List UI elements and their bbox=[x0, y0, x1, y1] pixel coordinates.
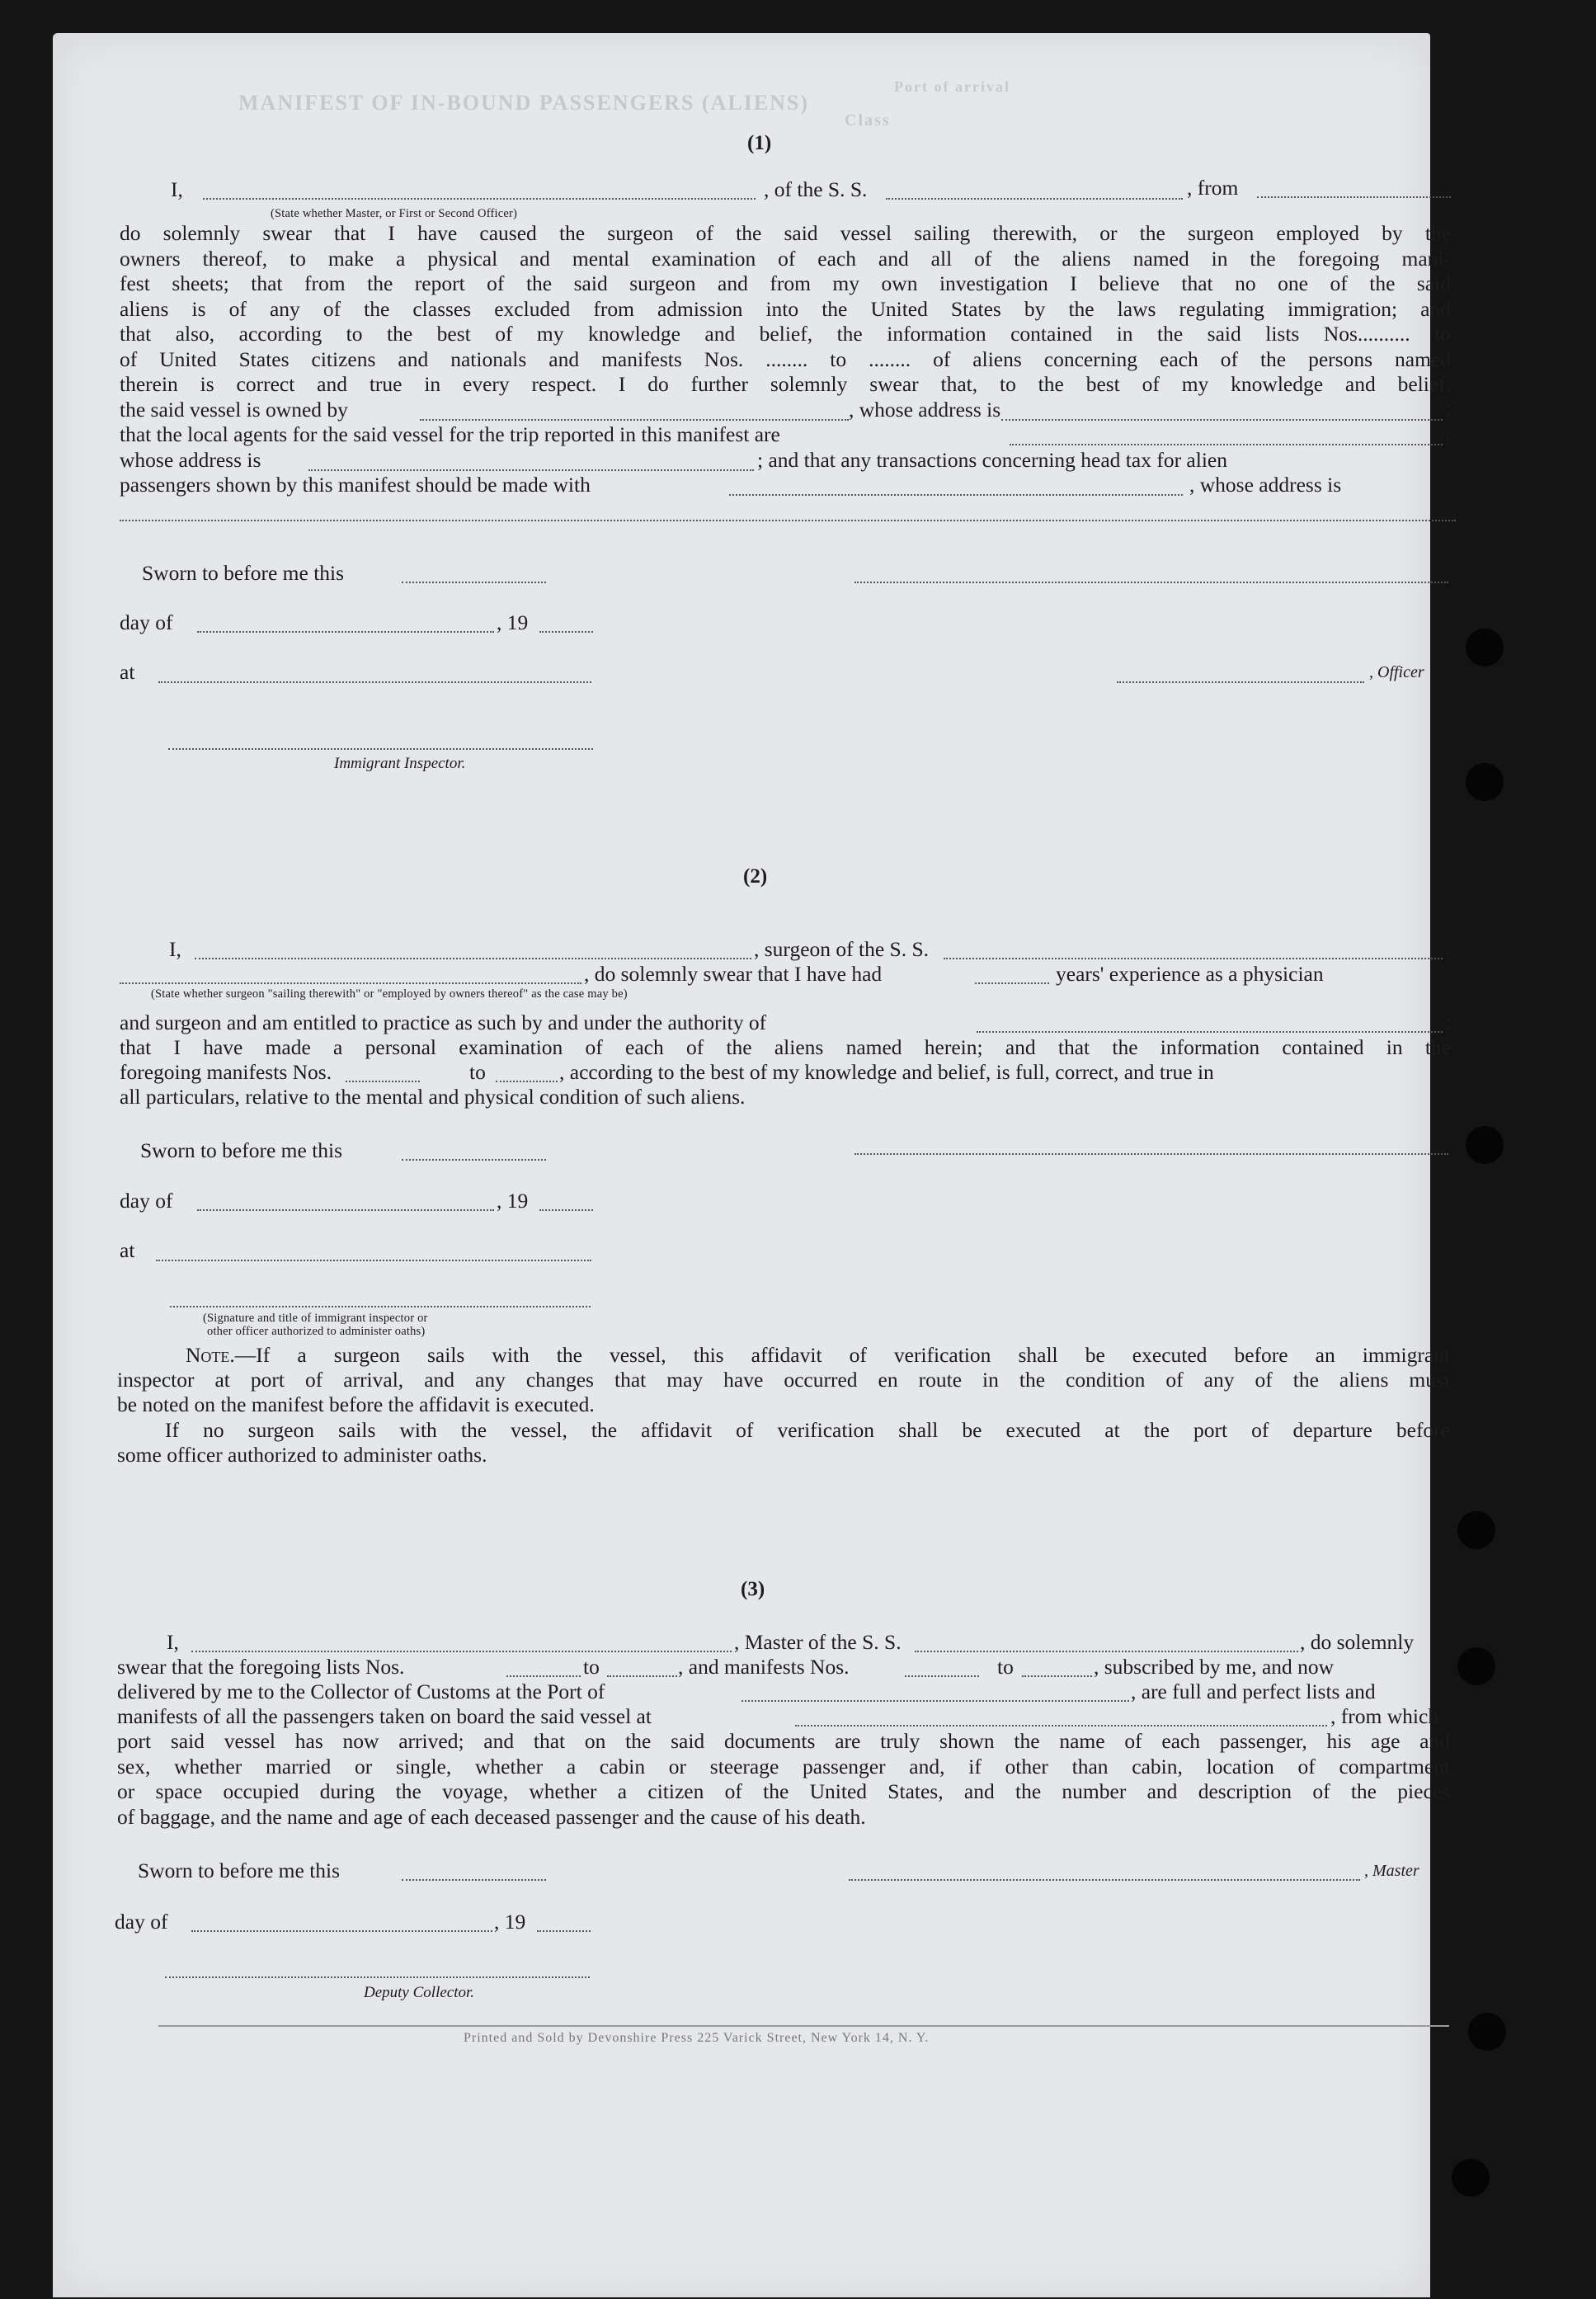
punch-hole bbox=[1457, 1647, 1495, 1685]
note-line-2: inspector at port of arrival, and any changes that may have occurred en route in the condition of any of the aliens must bbox=[117, 1368, 1450, 1392]
subscribed-label: , subscribed by me, and now bbox=[1094, 1655, 1335, 1679]
punch-hole bbox=[1452, 2159, 1490, 2197]
note-line-4: If no surgeon sails with the vessel, the affidavit of verification shall be executed at the port of departure before bbox=[165, 1418, 1450, 1442]
section3-para-line: sex, whether married or single, whether a cabin or steerage passenger and, if other than cabin, location of compartment bbox=[117, 1754, 1450, 1778]
punch-hole bbox=[1466, 629, 1504, 667]
year-label-2: , 19 bbox=[497, 1189, 529, 1213]
section3-i: I, bbox=[167, 1630, 179, 1654]
at-line-1 bbox=[158, 681, 591, 683]
surgeon-status-line bbox=[120, 982, 581, 984]
authority-label: and surgeon and am entitled to practice as such by and under the authority of bbox=[120, 1011, 767, 1034]
at-label-2: at bbox=[120, 1238, 135, 1262]
sig-note-1: (Signature and title of immigrant inspector or bbox=[203, 1312, 428, 1325]
showthrough-port: Port of arrival bbox=[894, 78, 1010, 95]
lists-from-line bbox=[506, 1675, 581, 1677]
from-port-line bbox=[1257, 196, 1451, 198]
section1-para-line: therein is correct and true in every respect. I do further solemnly swear that, to the best of my knowledge and belief, bbox=[120, 372, 1451, 396]
section3-number: (3) bbox=[741, 1578, 765, 1600]
collector-signature-line bbox=[165, 1976, 590, 1978]
local-agents-line bbox=[1010, 444, 1443, 445]
agent-address-label: whose address is bbox=[120, 448, 261, 472]
master-vessel-line bbox=[915, 1651, 1298, 1652]
showthrough-class: Class bbox=[845, 111, 891, 130]
full-lists-label: , are full and perfect lists and bbox=[1131, 1679, 1376, 1703]
surgeon-signature-line bbox=[854, 1153, 1448, 1155]
showthrough-title: MANIFEST OF IN-BOUND PASSENGERS (ALIENS) bbox=[238, 91, 810, 115]
semicolon: ; bbox=[1445, 1009, 1452, 1033]
section3-para-line: or space occupied during the voyage, whether a citizen of the United States, and the number and description of the pieces bbox=[117, 1779, 1450, 1803]
section2-i: I, bbox=[169, 937, 181, 961]
section1-ss-label: , of the S. S. bbox=[764, 177, 868, 201]
collector-label: Deputy Collector. bbox=[364, 1984, 475, 2001]
manifest-from-line bbox=[346, 1081, 420, 1082]
semicolon: ; bbox=[1445, 396, 1452, 420]
inspector-signature-line bbox=[168, 748, 593, 750]
agent-address-line bbox=[308, 469, 754, 471]
master-name-line bbox=[191, 1651, 732, 1652]
sworn-label-3: Sworn to before me this bbox=[138, 1859, 341, 1882]
solemnly-label: , do solemnly bbox=[1300, 1630, 1415, 1654]
section1-paragraph bbox=[120, 221, 1451, 398]
lists-to-label: to bbox=[583, 1655, 600, 1679]
owner-line bbox=[420, 419, 849, 421]
day-of-line-3 bbox=[191, 1930, 492, 1932]
full-correct-label: , according to the best of my knowledge and belief, is full, correct, and true in bbox=[559, 1060, 1214, 1084]
inspector-label: Immigrant Inspector. bbox=[334, 755, 466, 772]
year-line-2 bbox=[539, 1209, 593, 1211]
year-line-1 bbox=[539, 631, 593, 633]
officer-name-line bbox=[203, 198, 756, 200]
collector-port-label: delivered by me to the Collector of Customs at the Port of bbox=[117, 1679, 605, 1703]
manifest-to-line bbox=[496, 1081, 558, 1082]
year-label-1: , 19 bbox=[497, 610, 529, 634]
note-text: —If a surgeon sails with the vessel, this affidavit of verification shall be executed before an immigrant bbox=[234, 1343, 1450, 1367]
manifests-from-line bbox=[905, 1675, 979, 1677]
swear-label: , do solemnly swear that I have had bbox=[584, 962, 883, 986]
local-agents-label: that the local agents for the said vessel for the trip reported in this manifest are bbox=[120, 422, 780, 446]
note-line-1 bbox=[186, 1343, 1450, 1369]
printer-imprint: Printed and Sold by Devonshire Press 225 Varick Street, New York 14, N. Y. bbox=[464, 2031, 930, 2045]
comma: , bbox=[1445, 935, 1451, 959]
years-label: years' experience as a physician bbox=[1056, 962, 1324, 986]
punch-hole bbox=[1468, 2013, 1506, 2051]
section2-number: (2) bbox=[743, 865, 768, 888]
surgeon-ss-label: , surgeon of the S. S. bbox=[754, 937, 930, 961]
officer-note: (State whether Master, or First or Second Officer) bbox=[271, 207, 518, 220]
sworn-date-line-2 bbox=[402, 1159, 546, 1161]
master-ss-label: , Master of the S. S. bbox=[734, 1630, 902, 1654]
punch-hole bbox=[1466, 1126, 1504, 1164]
owner-address-label: , whose address is bbox=[849, 398, 1001, 422]
punch-hole bbox=[1466, 763, 1504, 801]
sworn-label-2: Sworn to before me this bbox=[140, 1138, 343, 1162]
day-of-line-2 bbox=[197, 1209, 494, 1211]
manifest-page bbox=[53, 33, 1452, 2297]
sworn-date-line-3 bbox=[402, 1879, 546, 1881]
surgeon-name-line bbox=[195, 958, 751, 959]
day-of-label-1: day of bbox=[120, 610, 173, 634]
manifests-to-label: to bbox=[997, 1655, 1014, 1679]
lists-to-line bbox=[607, 1675, 677, 1677]
section1-para-line: fest sheets; that from the report of the said surgeon and from my own investigation I believe that no one of the said bbox=[120, 271, 1451, 295]
head-tax-label: ; and that any transactions concerning head tax for alien bbox=[757, 448, 1227, 472]
inspector-signature-line-2 bbox=[170, 1306, 591, 1307]
comma: , bbox=[1445, 421, 1451, 445]
section1-para-line: aliens is of any of the classes excluded from admission into the United States by the laws regulating immigration; and bbox=[120, 296, 1451, 321]
officer-title-line bbox=[1117, 681, 1364, 683]
note-line-5: some officer authorized to administer oaths. bbox=[117, 1443, 487, 1467]
year-label-3: , 19 bbox=[494, 1910, 526, 1934]
to-label: to bbox=[469, 1060, 486, 1084]
sworn-date-line-1 bbox=[402, 582, 546, 583]
section3-para-last: of baggage, and the name and age of each deceased passenger and the cause of his death. bbox=[117, 1805, 866, 1829]
manifests-label: foregoing manifests Nos. bbox=[120, 1060, 332, 1084]
section1-i: I, bbox=[171, 177, 183, 201]
day-of-line-1 bbox=[197, 631, 494, 633]
lists-label: swear that the foregoing lists Nos. bbox=[117, 1655, 405, 1679]
manifests-nos-label: , and manifests Nos. bbox=[678, 1655, 850, 1679]
taken-on-board-label: manifests of all the passengers taken on board the said vessel at bbox=[117, 1704, 652, 1728]
section1-para-line: of United States citizens and nationals and manifests Nos. ........ to ........ of aliens concerning each of the persons named bbox=[120, 346, 1451, 371]
section1-from-label: , from bbox=[1187, 176, 1239, 200]
vessel-name-line bbox=[886, 198, 1183, 200]
head-tax-contact-line bbox=[729, 494, 1183, 496]
from-which-label: , from which bbox=[1330, 1704, 1439, 1728]
section1-number: (1) bbox=[747, 132, 772, 154]
section1-para-line: owners thereof, to make a physical and mental examination of each and all of the aliens named in the foregoing mani- bbox=[120, 246, 1451, 271]
sig-note-2: other officer authorized to administer oaths) bbox=[207, 1325, 426, 1338]
master-label: , Master bbox=[1364, 1862, 1419, 1880]
particulars-line: all particulars, relative to the mental and physical condition of such aliens. bbox=[120, 1085, 746, 1109]
officer-label: , Officer bbox=[1369, 663, 1424, 681]
passengers-shown-label: passengers shown by this manifest should be made with bbox=[120, 473, 591, 497]
note-line-3: be noted on the manifest before the affidavit is executed. bbox=[117, 1392, 595, 1416]
footer-rule bbox=[158, 2025, 1449, 2027]
section1-para-line: that also, according to the best of my knowledge and belief, the information contained in the said lists Nos.......... to bbox=[120, 322, 1451, 346]
owned-by-label: the said vessel is owned by bbox=[120, 398, 348, 422]
collector-port-line bbox=[742, 1700, 1129, 1702]
years-line bbox=[975, 982, 1049, 984]
note-label: Note. bbox=[186, 1343, 235, 1367]
surgeon-vessel-line bbox=[944, 958, 1443, 959]
punch-hole bbox=[1457, 1511, 1495, 1549]
day-of-label-2: day of bbox=[120, 1189, 173, 1213]
contact-address-line bbox=[120, 520, 1456, 521]
exam-line: that I have made a personal examination of each of the aliens named herein; and that the information contained in the bbox=[120, 1035, 1451, 1059]
section3-paragraph bbox=[117, 1729, 1450, 1805]
master-signature-line bbox=[849, 1879, 1360, 1881]
day-of-label-3: day of bbox=[115, 1910, 168, 1934]
manifests-to-line bbox=[1022, 1675, 1092, 1677]
embark-port-line bbox=[795, 1725, 1327, 1727]
section3-para-line: port said vessel has now arrived; and that on the said documents are truly shown the name of each passenger, his age and bbox=[117, 1729, 1450, 1753]
at-line-2 bbox=[156, 1260, 591, 1261]
owner-address-line bbox=[1001, 419, 1443, 421]
sworn-label-1: Sworn to before me this bbox=[142, 561, 345, 585]
contact-address-label: , whose address is bbox=[1189, 473, 1342, 497]
authority-line bbox=[977, 1031, 1443, 1033]
section1-para-line: do solemnly swear that I have caused the surgeon of the said vessel sailing therewith, or the surgeon employed by the bbox=[120, 221, 1451, 245]
year-line-3 bbox=[537, 1930, 591, 1932]
at-label-1: at bbox=[120, 660, 135, 684]
surgeon-note: (State whether surgeon "sailing therewith" or "employed by owners thereof" as the case may be) bbox=[151, 987, 628, 1001]
officer-signature-line bbox=[854, 582, 1448, 583]
